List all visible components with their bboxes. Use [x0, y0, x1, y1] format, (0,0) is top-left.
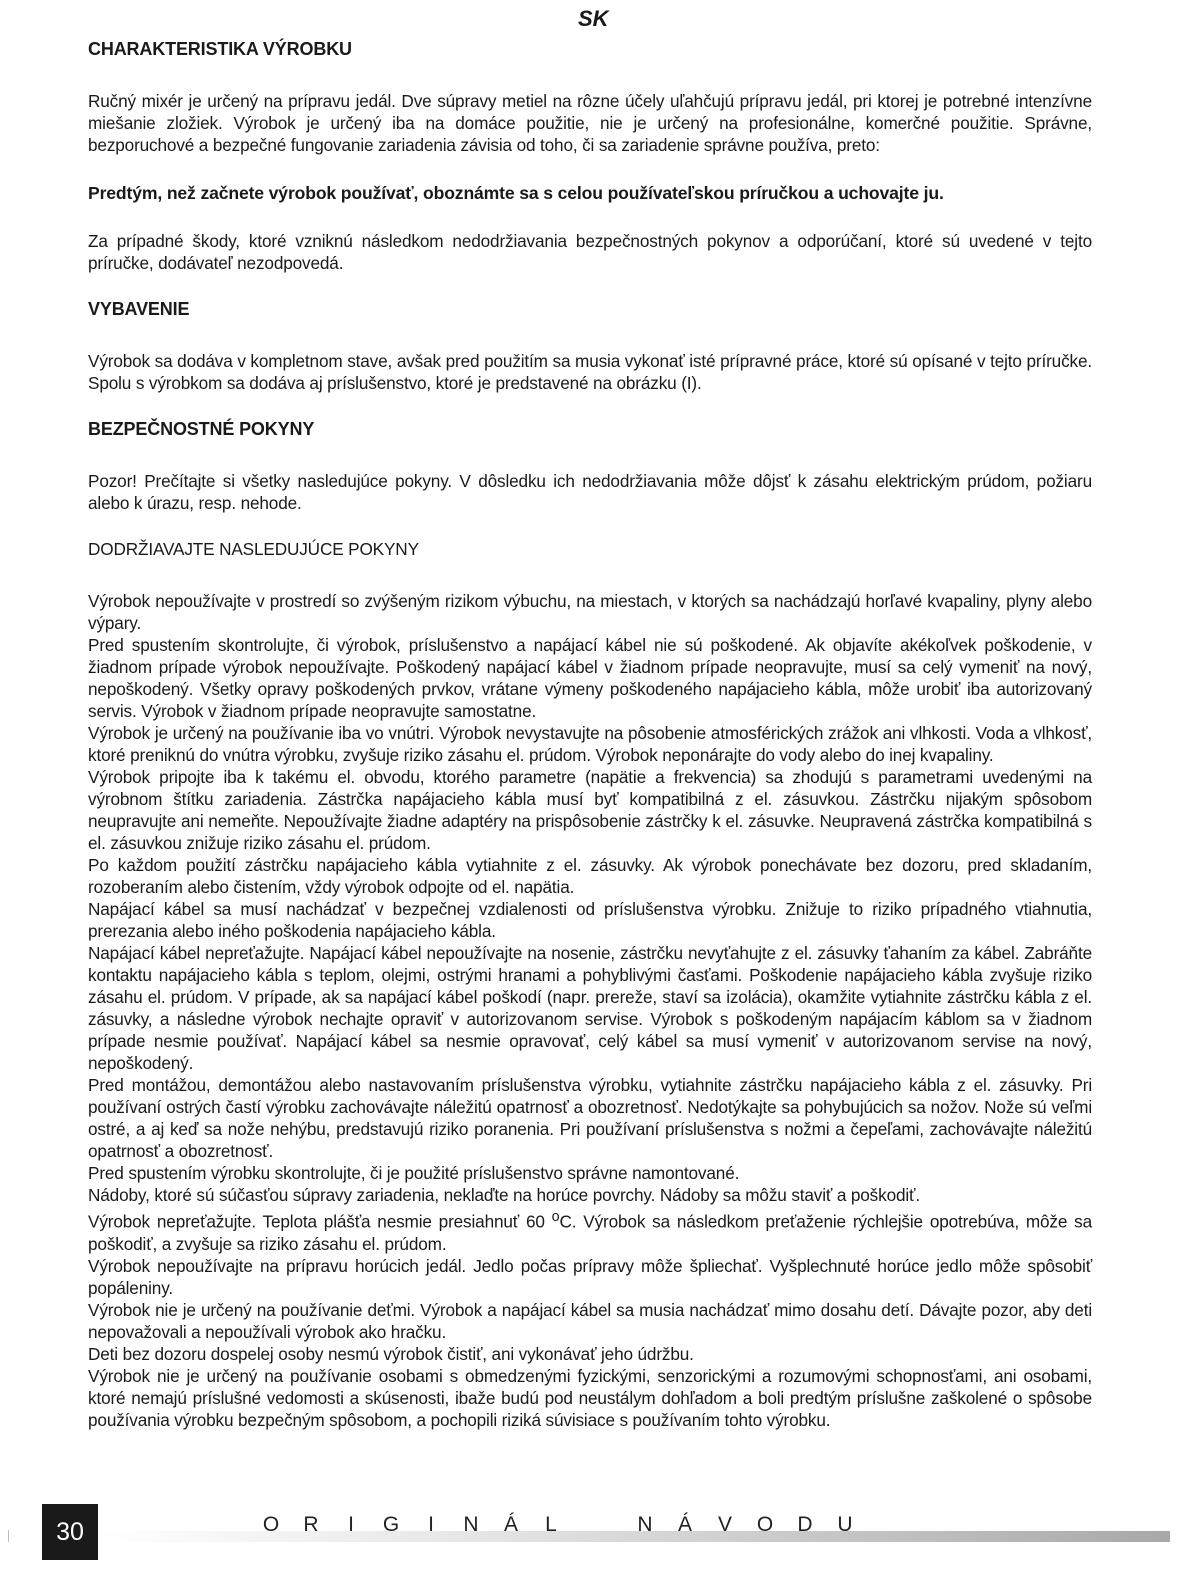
rule-temp-text-before: Výrobok nepreťažujte. Teplota plášťa nesmie presiahnuť 60	[88, 1211, 552, 1232]
safety-rules-list	[88, 590, 1092, 1431]
footer-letter: O	[756, 1513, 774, 1536]
section-heading-characteristics: CHARAKTERISTIKA VÝROBKU	[88, 39, 352, 59]
list-item: Výrobok nepoužívajte na prípravu horúcich jedál. Jedlo počas prípravy môže špliechať. Vyšplechnuté horúce jedlo môže spôsobiť popáleniny.	[88, 1255, 1092, 1298]
list-item: Po každom použití zástrčku napájacieho kábla vytiahnite z el. zásuvky. Ak výrobok ponechávate bez dozoru, pred skladaním, rozoberaním alebo čistením, vždy výrobok odpojte od el. napätia.	[88, 855, 1092, 897]
list-item: Napájací kábel nepreťažujte. Napájací kábel nepoužívajte na nosenie, zástrčku nevyťahujte z el. zásuvky ťahaním za kábel. Zabráňte kontaktu napájacieho kábla s teplom, olejmi, ostrými hranami a pohyblivými časťami. Poškodenie napájacieho kábla zvyšuje riziko zásahu el. prúdom. V prípade, ak sa napájací kábel poškodí (napr. prereže, staví sa izolácia), okamžite vytiahnite zástrčku kábla z el. zásuvky, a následne výrobok nechajte opraviť v autorizovanom servise. Výrobok s poškodeným napájacím káblom sa v žiadnom prípade nesmie používať. Napájací kábel sa nesmie opravovať, celý kábel sa musí vymeniť v autorizovanom servise na nový, nepoškodený.	[88, 943, 1092, 1073]
document-body	[88, 38, 1092, 1431]
list-item: Výrobok pripojte iba k takému el. obvodu, ktorého parametre (napätie a frekvencia) sa zhodujú s parametrami uvedenými na výrobnom štítku zariadenia. Zástrčka napájacieho kábla musí byť kompatibilná z el. zásuvkou. Zástrčku nijakým spôsobom neupravujte ani nemeňte. Nepoužívajte žiadne adaptéry na prispôsobenie zástrčky k el. zásuvke. Neupravená zástrčka kompatibilná s el. zásuvkou znižuje riziko zásahu el. prúdom.	[88, 767, 1092, 853]
list-item: Nádoby, ktoré sú súčasťou súpravy zariadenia, neklaďte na horúce povrchy. Nádoby sa môžu staviť a poškodiť.	[88, 1185, 920, 1205]
paragraph: Za prípadné škody, ktoré vzniknú následkom nedodržiavania bezpečnostných pokynov a odporúčaní, ktoré sú uvedené v tejto príručke, dodávateľ nezodpovedá.	[88, 231, 1092, 273]
section-subheading-follow: DODRŽIAVAJTE NASLEDUJÚCE POKYNY	[88, 539, 419, 559]
list-item: Výrobok nie je určený na používanie osobami s obmedzenými fyzickými, senzorickými a rozumovými schopnosťami, ani osobami, ktoré nemajú príslušné vedomosti a skúsenosti, ibaže budú pod neustálym dohľadom a boli predtým príslušne zaškolené o spôsobe používania výrobku bezpečným spôsobom, a pochopili riziká súvisiace s používaním tohto výrobku.	[88, 1365, 1092, 1430]
footer-letter: I	[428, 1513, 434, 1536]
footer-letter: D	[797, 1513, 813, 1536]
list-item: Pred spustením skontrolujte, či výrobok, príslušenstvo a napájací kábel nie sú poškodené. Ak objavíte akékoľvek poškodenie, v žiadnom prípade výrobok nepoužívajte. Poškodený napájací kábel v žiadnom prípade neopravujte, musí sa celý vymeniť na nový, nepoškodený. Všetky opravy poškodených prvkov, vrátane výmeny poškodeného napájacieho kábla, môže urobiť iba autorizovaný servis. Výrobok v žiadnom prípade neopravujte samostatne.	[88, 635, 1092, 721]
footer-letter: I	[348, 1513, 354, 1536]
footer-letter: N	[637, 1513, 653, 1536]
margin-mark	[8, 1530, 9, 1542]
section-heading-safety: BEZPEČNOSTNÉ POKYNY	[88, 419, 315, 439]
footer-title	[258, 1513, 872, 1537]
footer-letter: G	[382, 1513, 400, 1536]
paragraph: Výrobok sa dodáva v kompletnom stave, avšak pred použitím sa musia vykonať isté prípravné práce, ktoré sú opísané v tejto príručke. Spolu s výrobkom sa dodáva aj príslušenstvo, ktoré je predstavené na obrázku (I).	[88, 351, 1092, 393]
degree-superscript: o	[551, 1209, 560, 1225]
list-item: Výrobok nepoužívajte v prostredí so zvýšeným rizikom výbuchu, na miestach, v ktorých sa nachádzajú horľavé kvapaliny, plyny alebo výpary.	[88, 591, 1092, 633]
footer-letter: Á	[503, 1513, 518, 1536]
footer-letter: U	[837, 1513, 853, 1536]
footer-letter: O	[262, 1513, 280, 1536]
page-number: 30	[42, 1504, 98, 1560]
footer-letter: V	[717, 1513, 732, 1536]
list-item: Výrobok nie je určený na používanie deťmi. Výrobok a napájací kábel sa musia nachádzať mimo dosahu detí. Dávajte pozor, aby deti nepovažovali a nepoužívali výrobok ako hračku.	[88, 1299, 1092, 1342]
list-item: Výrobok je určený na používanie iba vo vnútri. Výrobok nevystavujte na pôsobenie atmosférických zrážok ani vlhkosti. Voda a vlhkosť, ktoré preniknú do vnútra výrobku, zvyšuje riziko zásahu el. prúdom. Výrobok neponárajte do vody alebo do inej kvapaliny.	[88, 723, 1092, 765]
footer-letter: R	[303, 1513, 319, 1536]
bold-notice: Predtým, než začnete výrobok používať, oboznámte sa s celou používateľskou príručkou a uchovajte ju.	[88, 183, 944, 203]
list-item-temperature	[88, 1206, 1092, 1255]
paragraph: Pozor! Prečítajte si všetky nasledujúce pokyny. V dôsledku ich nedodržiavania môže dôjsť k zásahu elektrickým prúdom, požiaru alebo k úrazu, resp. nehode.	[88, 471, 1092, 513]
paragraph: Ručný mixér je určený na prípravu jedál. Dve súpravy metiel na rôzne účely uľahčujú prípravu jedál, pri ktorej je potrebné intenzívne miešanie zložiek. Výrobok je určený iba na domáce použitie, nie je určený na profesionálne, komerčné použitie. Správne, bezporuchové a bezpečné fungovanie zariadenia závisia od toho, či sa zariadenie správne používa, preto:	[88, 91, 1092, 155]
section-heading-equipment: VYBAVENIE	[88, 299, 190, 319]
list-item: Napájací kábel sa musí nachádzať v bezpečnej vzdialenosti od príslušenstva výrobku. Znižuje to riziko prípadného vtiahnutia, prerezania alebo iného poškodenia napájacieho kábla.	[88, 899, 1092, 941]
language-code: SK	[578, 6, 609, 31]
footer-letter: N	[463, 1513, 479, 1536]
list-item: Pred spustením výrobku skontrolujte, či je použité príslušenstvo správne namontované.	[88, 1163, 740, 1183]
list-item: Pred montážou, demontážou alebo nastavovaním príslušenstva výrobku, vytiahnite zástrčku napájacieho kábla z el. zásuvky. Pri používaní ostrých častí výrobku zachovávajte náležitú opatrnosť a obozretnosť. Nedotýkajte sa pohybujúcich sa nožov. Nože sú veľmi ostré, a aj keď sa nože nehýbu, predstavujú riziko poranenia. Pri používaní príslušenstva s nožmi a čepeľami, zachovávajte náležitú opatrnosť a obozretnosť.	[88, 1075, 1092, 1161]
footer-letter: L	[545, 1513, 557, 1536]
rule-temp-text-after: C. Výrobok sa následkom preťaženie rýchlejšie opotrebúva, môže sa poškodiť, a zvyšuje sa riziko zásahu el. prúdom.	[88, 1211, 1092, 1254]
footer-letter: Á	[677, 1513, 692, 1536]
list-item: Deti bez dozoru dospelej osoby nesmú výrobok čistiť, ani vykonávať jeho údržbu.	[88, 1343, 694, 1364]
